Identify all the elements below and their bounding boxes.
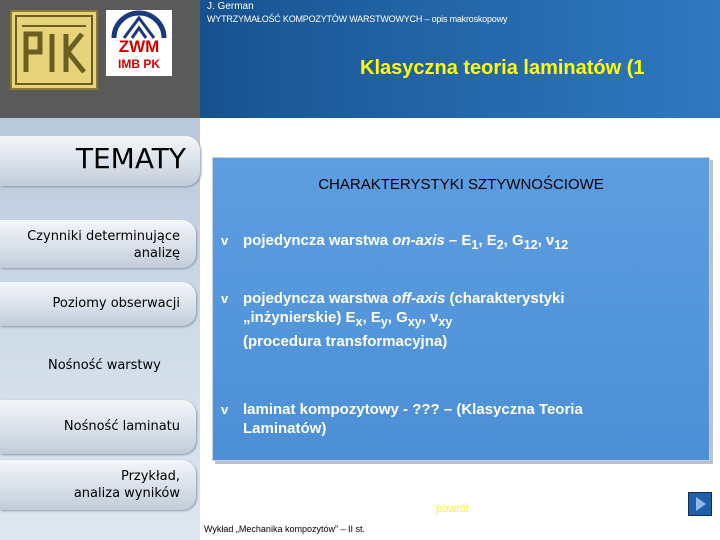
page-number: 37 [698,525,709,535]
zwm-logo-text: ZWM [118,37,160,56]
course-subtitle: WYTRZYMAŁOŚĆ KOMPOZYTÓW WARSTWOWYCH – opis makroskopowy [207,14,508,24]
panel-heading: CHARAKTERYSTYKI SZTYWNOŚCIOWE [318,176,604,193]
bullet-icon: v [221,291,229,306]
bullet-on-axis: v pojedyncza warstwa on-axis – $E_1$, $E_2$, $G_{12}$, $\nu_{12}$ [221,232,569,252]
sidebar-item-label: Poziomy obserwacji [52,296,180,311]
pk-logo [10,10,98,90]
tematy-heading [0,136,200,186]
bullet-laminat: v laminat kompozytowy - ??? – (Klasyczna Teoria Laminatów) [221,401,583,437]
bullet-off-axis: v pojedyncza warstwa off-axis (charakterystyki „inżynierskie) $E_x$, $E_y$, $G_{xy}$, $\nu_{xy}$ (procedura transformacyjna) [221,290,565,350]
slide-title: Klasyczna teoria laminatów (1 [360,57,645,79]
bullet-icon: v [221,233,229,248]
course-name: Wykład „Mechanika kompozytów” – II st. [204,524,365,534]
sidebar-item-czynniki[interactable] [0,220,196,268]
sidebar-item-label: Nośność laminatu [63,419,180,434]
next-slide-button[interactable] [688,492,712,516]
sidebar-item-label: Czynniki determinujące analizę [27,229,180,261]
back-link[interactable]: powrót [436,503,470,515]
sidebar-item-label: Przykład, analiza wyników [73,469,180,501]
footer-bar [200,520,410,540]
zwm-logo [106,10,172,76]
sidebar-item-nosnosc-laminatu[interactable] [0,400,196,454]
bullet-icon: v [221,402,229,417]
author: J. German [207,1,254,12]
imb-logo-text: IMB PK [118,57,160,71]
content-panel [212,157,710,461]
arrow-right-icon [689,493,711,515]
sidebar-item-nosnosc-warstwy[interactable]: Nośność warstwy [48,358,161,373]
tematy-label: TEMATY [75,142,186,175]
sidebar-item-poziomy[interactable] [0,282,196,326]
sidebar-item-przyklad[interactable] [0,460,196,510]
